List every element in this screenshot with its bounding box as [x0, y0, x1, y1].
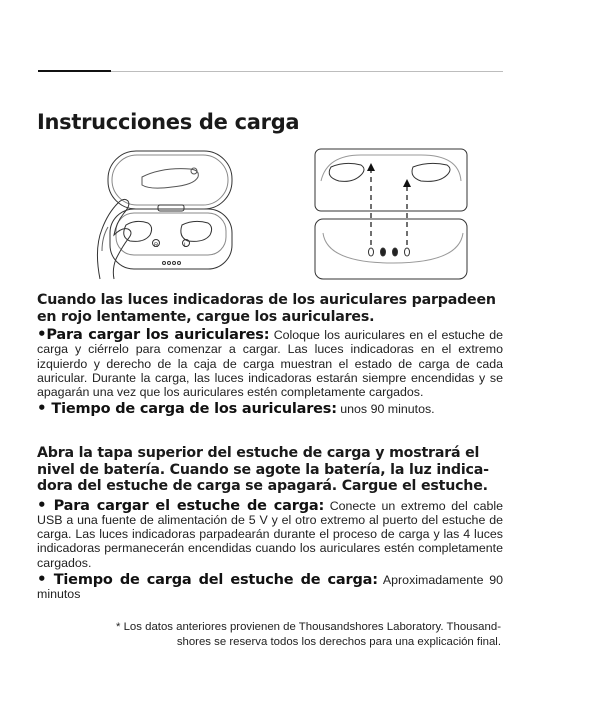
case-mark-l: L: [184, 243, 188, 249]
case-mark-r: R: [154, 243, 159, 249]
page-title: Instrucciones de carga: [37, 110, 300, 134]
section1-item2-text: unos 90 minutos.: [336, 402, 435, 417]
section1-item2: • Tiempo de carga de los auriculares: unos 90 minutos.: [37, 399, 435, 418]
footnote-line2: shores se reserva todos los derechos para una explicación final.: [176, 636, 501, 648]
section1-item1-text: Coloque los auriculares en el estuche de carga y ciérrelo para comenzar a cargar. Las luces indicadoras en el extremo izquierdo y derecho de la caja de carga muestran el estado de carga de cada auricular. Durante la carga, las luces indicadoras estarán siempre encendidas y se apagarán una vez que los auriculares estén completamente cargados.: [37, 328, 503, 400]
section1-heading: Cuando las luces indicadoras de los auriculares parpadeen en rojo lentamente, cargue los auriculares.: [37, 292, 496, 325]
section2-item1-text: Conecte un extremo del cable USB a una fuente de alimentación de 5 V y el otro extremo al puerto del estuche de carga. Las luces indicadoras parpadearán durante el proceso de carga y las 4 luces indicadoras permanecerán encendidas cuando los auriculares estén completamente cargados.: [37, 498, 503, 570]
section2-item2-text: Aproximadamente 90 minutos: [37, 572, 503, 602]
earbuds-indicator-illustration: [313, 147, 469, 283]
header-accent-bar: [38, 70, 111, 72]
section1-item1-label: Para cargar los auriculares:: [46, 327, 270, 343]
charging-case-open-illustration: [90, 147, 250, 285]
footnote: [37, 620, 501, 650]
footnote-line1: * Los datos anteriores provienen de Thousandshores Laboratory. Thousand-: [115, 621, 501, 633]
section2-heading: Abra la tapa superior del estuche de carga y mostrará el nivel de batería. Cuando se agote la batería, la luz indica-dora del estuche de carga se apagará. Cargue el estuche.: [37, 445, 489, 494]
section1-item1: •Para cargar los auriculares: Coloque los auriculares en el estuche de carga y ciérrelo para comenzar a cargar. Las luces indicadoras en el extremo izquierdo y derecho de la caja de carga muestran el estado de carga de cada auricular. Durante la carga, las luces indicadoras estarán siempre encendidas y se apagarán una vez que los auriculares estén completamente cargados.: [37, 325, 503, 400]
section-earbud-charging: [37, 292, 503, 417]
section2-item2: • Tiempo de carga del estuche de carga: Aproximadamente 90 minutos: [37, 569, 503, 602]
section1-item2-label: Tiempo de carga de los auriculares:: [51, 401, 337, 418]
section2-item1-label: Para cargar el estuche de carga:: [53, 497, 325, 514]
section2-item1: • Para cargar el estuche de carga: Conecte un extremo del cable USB a una fuente de alimentación de 5 V y el otro extremo al puerto del estuche de carga. Las luces indicadoras parpadearán durante el proceso de carga y las 4 luces indicadoras permanecerán encendidas cuando los auriculares estén completamente cargados.: [37, 495, 503, 570]
section-case-charging: [37, 445, 503, 602]
section2-item2-label: Tiempo de carga del estuche de carga:: [53, 571, 378, 588]
